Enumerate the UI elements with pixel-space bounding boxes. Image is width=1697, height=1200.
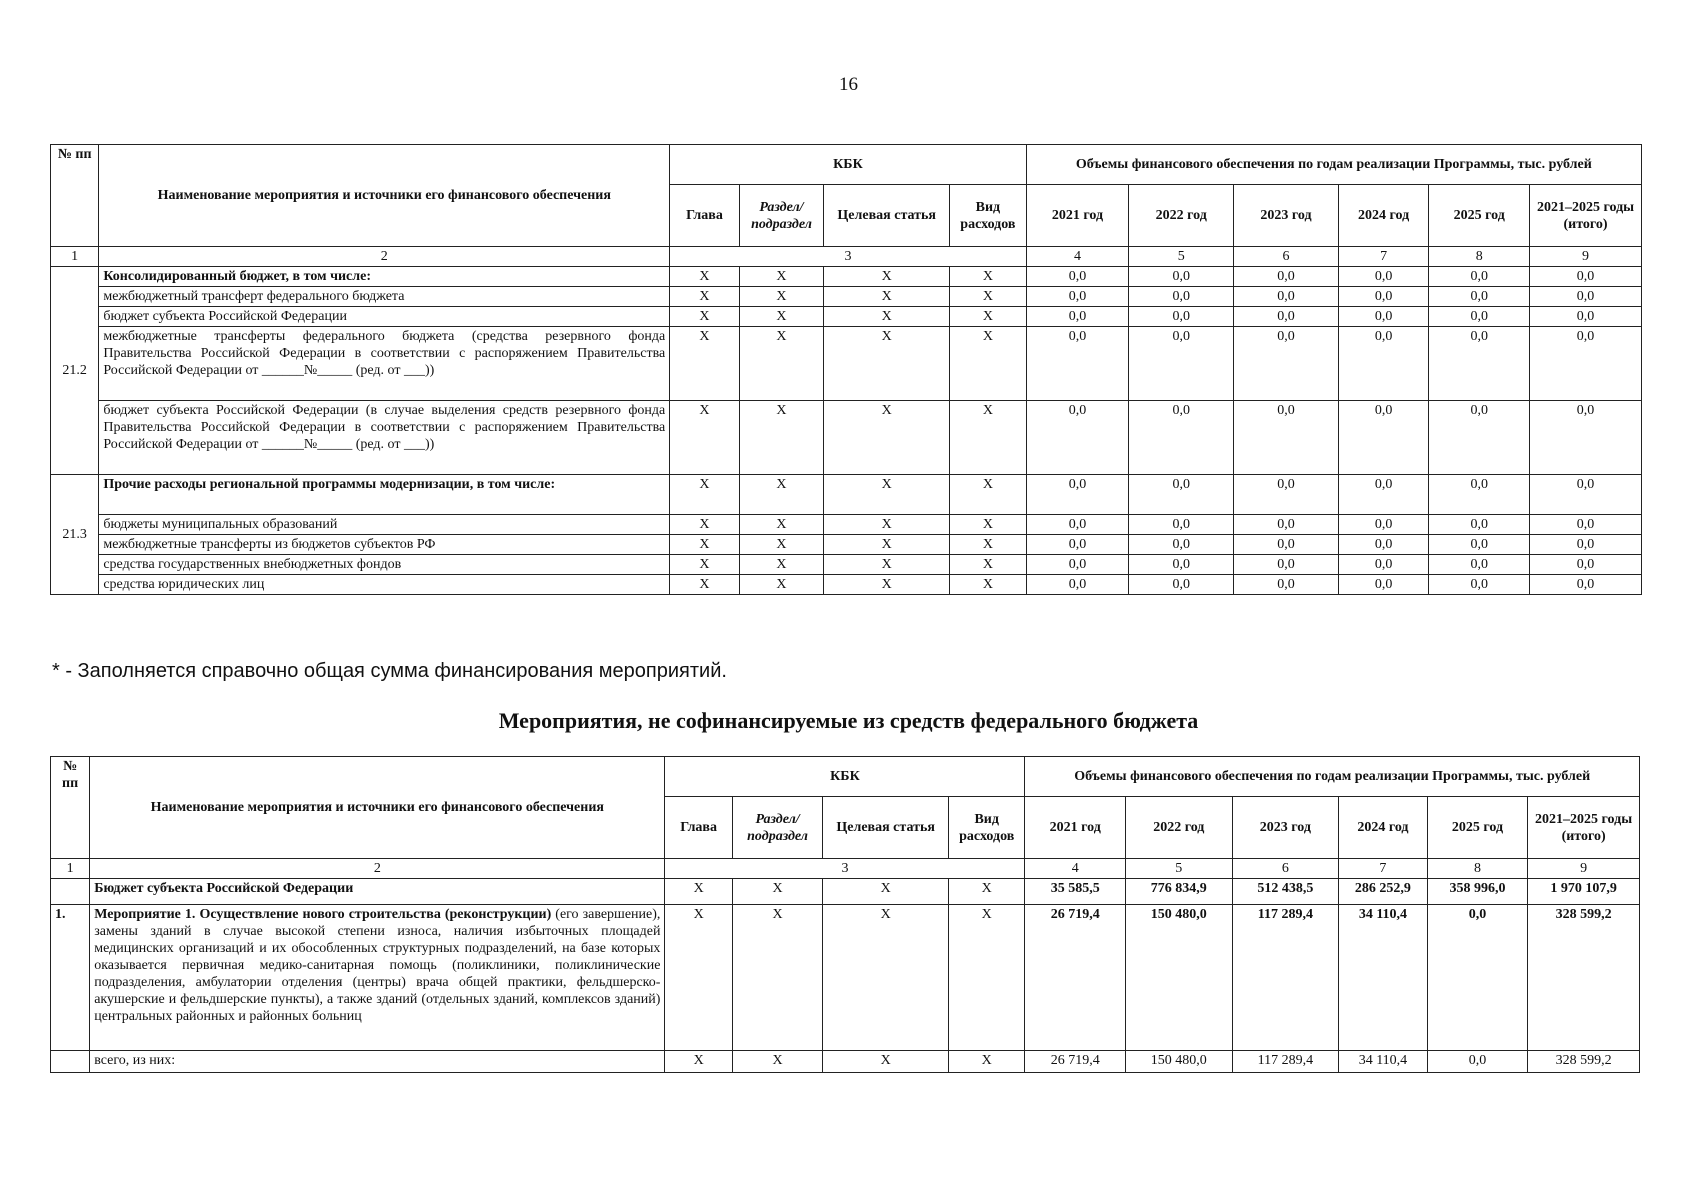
- header-vid: Вид расходов: [949, 797, 1025, 859]
- row-name: межбюджетные трансферты из бюджетов субъектов РФ: [99, 535, 670, 555]
- value-cell: 512 438,5: [1232, 879, 1339, 905]
- kbk-cell: X: [824, 475, 950, 515]
- kbk-cell: X: [824, 515, 950, 535]
- value-cell: 0,0: [1427, 905, 1528, 1051]
- value-cell: 0,0: [1234, 327, 1339, 401]
- kbk-cell: X: [949, 879, 1025, 905]
- kbk-cell: X: [824, 401, 950, 475]
- kbk-cell: X: [824, 307, 950, 327]
- kbk-cell: X: [739, 475, 824, 515]
- value-cell: 0,0: [1338, 535, 1429, 555]
- col-number: 5: [1126, 859, 1233, 879]
- value-cell: 0,0: [1026, 575, 1129, 595]
- kbk-cell: X: [823, 1051, 949, 1073]
- row-name: бюджет субъекта Российской Федерации: [99, 307, 670, 327]
- kbk-cell: X: [670, 515, 739, 535]
- kbk-cell: X: [739, 401, 824, 475]
- kbk-cell: X: [739, 327, 824, 401]
- value-cell: 0,0: [1429, 307, 1530, 327]
- value-cell: 26 719,4: [1025, 905, 1126, 1051]
- row-name: [90, 905, 665, 1051]
- kbk-cell: X: [823, 879, 949, 905]
- table-row: [51, 555, 1642, 575]
- kbk-cell: X: [824, 267, 950, 287]
- header-kbk: КБК: [670, 145, 1026, 185]
- value-cell: 0,0: [1129, 401, 1234, 475]
- kbk-cell: X: [950, 267, 1027, 287]
- value-cell: 26 719,4: [1025, 1051, 1126, 1073]
- kbk-cell: X: [950, 555, 1027, 575]
- value-cell: 0,0: [1026, 307, 1129, 327]
- table-row: [51, 307, 1642, 327]
- value-cell: 0,0: [1129, 327, 1234, 401]
- col-number: 7: [1338, 247, 1429, 267]
- col-number: 9: [1528, 859, 1640, 879]
- row-name: Прочие расходы региональной программы модернизации, в том числе:: [99, 475, 670, 515]
- table-row: [51, 515, 1642, 535]
- header-year: 2021 год: [1026, 185, 1129, 247]
- value-cell: 0,0: [1338, 287, 1429, 307]
- row-name-bold: Мероприятие 1. Осуществление нового строительства (реконструкции): [94, 907, 552, 922]
- value-cell: 0,0: [1026, 327, 1129, 401]
- header-year: 2024 год: [1339, 797, 1427, 859]
- table-row: [51, 575, 1642, 595]
- header-col-name: Наименование мероприятия и источники его финансового обеспечения: [90, 757, 665, 859]
- col-number: 6: [1232, 859, 1339, 879]
- row-name: средства государственных внебюджетных фондов: [99, 555, 670, 575]
- value-cell: 0,0: [1234, 307, 1339, 327]
- col-number: 9: [1530, 247, 1642, 267]
- value-cell: 0,0: [1234, 267, 1339, 287]
- kbk-cell: X: [950, 327, 1027, 401]
- col-number: 7: [1339, 859, 1427, 879]
- value-cell: 34 110,4: [1339, 1051, 1427, 1073]
- value-cell: 0,0: [1429, 475, 1530, 515]
- header-volumes: Объемы финансового обеспечения по годам реализации Программы, тыс. рублей: [1025, 757, 1640, 797]
- col-number: 2: [99, 247, 670, 267]
- kbk-cell: X: [670, 307, 739, 327]
- kbk-cell: X: [665, 1051, 732, 1073]
- value-cell: 0,0: [1338, 475, 1429, 515]
- row-name-rest: (его завершение), замены зданий в случае высокой степени износа, наличия избыточных площадей медицинских организаций и их обособленных структурных подразделений, на базе которых оказывается первичная медико-санитарная помощь (поликлиники, поликлинические подразделения, амбулатории отделения (центры) врача общей практики, фельдшерско-акушерские и фельдшерские пункты), а также зданий (отдельных зданий, комплексов зданий) центральных районных и районных больниц: [94, 907, 661, 1024]
- value-cell: 0,0: [1234, 535, 1339, 555]
- header-razdel: Раздел/ подраздел: [739, 185, 824, 247]
- value-cell: 0,0: [1338, 515, 1429, 535]
- value-cell: 0,0: [1338, 555, 1429, 575]
- kbk-cell: X: [670, 401, 739, 475]
- kbk-cell: X: [670, 287, 739, 307]
- value-cell: 0,0: [1129, 515, 1234, 535]
- kbk-cell: X: [665, 905, 732, 1051]
- header-year: 2021 год: [1025, 797, 1126, 859]
- header-razdel: Раздел/ подраздел: [732, 797, 823, 859]
- kbk-cell: X: [665, 879, 732, 905]
- value-cell: 0,0: [1530, 267, 1642, 287]
- value-cell: 0,0: [1129, 307, 1234, 327]
- table-row: [51, 401, 1642, 475]
- kbk-cell: X: [739, 515, 824, 535]
- kbk-cell: X: [739, 267, 824, 287]
- page-number: 16: [839, 74, 858, 95]
- value-cell: 0,0: [1338, 267, 1429, 287]
- row-name: межбюджетные трансферты федерального бюджета (средства резервного фонда Правительства Российской Федерации в соответствии с распоряжением Правительства Российской Федерации от ______№_____ (ред. от ___)): [99, 327, 670, 401]
- value-cell: 776 834,9: [1126, 879, 1233, 905]
- value-cell: 0,0: [1026, 475, 1129, 515]
- row-name-bold: Бюджет субъекта Российской Федерации: [94, 881, 354, 896]
- kbk-cell: X: [824, 555, 950, 575]
- kbk-cell: X: [950, 401, 1027, 475]
- funding-table-1: [50, 144, 1642, 595]
- table-row: [51, 879, 1640, 905]
- row-name: [90, 1051, 665, 1073]
- value-cell: 0,0: [1026, 287, 1129, 307]
- value-cell: 0,0: [1234, 555, 1339, 575]
- row-name-rest: всего, из них:: [94, 1053, 176, 1068]
- value-cell: 0,0: [1530, 515, 1642, 535]
- col-number: 8: [1427, 859, 1528, 879]
- value-cell: 150 480,0: [1126, 1051, 1233, 1073]
- value-cell: 150 480,0: [1126, 905, 1233, 1051]
- col-number: 4: [1026, 247, 1129, 267]
- header-col-no: № пп: [51, 145, 99, 247]
- kbk-cell: X: [670, 327, 739, 401]
- kbk-cell: X: [739, 307, 824, 327]
- kbk-cell: X: [949, 1051, 1025, 1073]
- kbk-cell: X: [670, 575, 739, 595]
- col-number: 4: [1025, 859, 1126, 879]
- value-cell: 0,0: [1429, 287, 1530, 307]
- kbk-cell: X: [950, 287, 1027, 307]
- value-cell: 358 996,0: [1427, 879, 1528, 905]
- row-number: [51, 1051, 90, 1073]
- section-title: Мероприятия, не софинансируемые из средств федерального бюджета: [498, 708, 1199, 733]
- value-cell: 0,0: [1429, 401, 1530, 475]
- value-cell: 0,0: [1026, 555, 1129, 575]
- header-celevaya: Целевая статья: [824, 185, 950, 247]
- table-row: [51, 1051, 1640, 1073]
- footnote: * - Заполняется справочно общая сумма финансирования мероприятий.: [52, 660, 727, 682]
- header-year: 2024 год: [1338, 185, 1429, 247]
- col-number: 1: [51, 247, 99, 267]
- header-celevaya: Целевая статья: [823, 797, 949, 859]
- kbk-cell: X: [949, 905, 1025, 1051]
- kbk-cell: X: [670, 535, 739, 555]
- value-cell: 0,0: [1129, 535, 1234, 555]
- row-name: бюджет субъекта Российской Федерации (в случае выделения средств резервного фонда Правительства Российской Федерации в соответствии с распоряжением Правительства Российской Федерации от ______№_____ (ред. от ___)): [99, 401, 670, 475]
- value-cell: 117 289,4: [1232, 905, 1339, 1051]
- value-cell: 0,0: [1338, 327, 1429, 401]
- value-cell: 0,0: [1026, 267, 1129, 287]
- kbk-cell: X: [950, 307, 1027, 327]
- value-cell: 0,0: [1129, 575, 1234, 595]
- value-cell: 0,0: [1129, 475, 1234, 515]
- kbk-cell: X: [823, 905, 949, 1051]
- table-row: [51, 475, 1642, 515]
- row-number: 21.2: [51, 267, 99, 475]
- value-cell: 0,0: [1338, 401, 1429, 475]
- value-cell: 0,0: [1429, 327, 1530, 401]
- kbk-cell: X: [732, 879, 823, 905]
- kbk-cell: X: [824, 327, 950, 401]
- value-cell: 0,0: [1338, 307, 1429, 327]
- value-cell: 34 110,4: [1339, 905, 1427, 1051]
- table-row: [51, 535, 1642, 555]
- col-number: 8: [1429, 247, 1530, 267]
- value-cell: 328 599,2: [1528, 1051, 1640, 1073]
- value-cell: 0,0: [1234, 475, 1339, 515]
- value-cell: 286 252,9: [1339, 879, 1427, 905]
- value-cell: 0,0: [1129, 555, 1234, 575]
- row-name: Консолидированный бюджет, в том числе:: [99, 267, 670, 287]
- value-cell: 0,0: [1129, 267, 1234, 287]
- kbk-cell: X: [950, 515, 1027, 535]
- header-kbk: КБК: [665, 757, 1025, 797]
- header-year: 2025 год: [1427, 797, 1528, 859]
- col-number: 6: [1234, 247, 1339, 267]
- header-col-name: Наименование мероприятия и источники его финансового обеспечения: [99, 145, 670, 247]
- kbk-cell: X: [824, 575, 950, 595]
- kbk-cell: X: [950, 475, 1027, 515]
- kbk-cell: X: [670, 267, 739, 287]
- header-year: 2021–2025 годы (итого): [1528, 797, 1640, 859]
- kbk-cell: X: [950, 535, 1027, 555]
- value-cell: 0,0: [1530, 327, 1642, 401]
- row-name: бюджеты муниципальных образований: [99, 515, 670, 535]
- header-year: 2023 год: [1234, 185, 1339, 247]
- value-cell: 0,0: [1530, 575, 1642, 595]
- value-cell: 1 970 107,9: [1528, 879, 1640, 905]
- value-cell: 0,0: [1530, 287, 1642, 307]
- col-number: 5: [1129, 247, 1234, 267]
- header-year: 2022 год: [1129, 185, 1234, 247]
- value-cell: 0,0: [1234, 401, 1339, 475]
- value-cell: 0,0: [1338, 575, 1429, 595]
- kbk-cell: X: [950, 575, 1027, 595]
- table-row: [51, 905, 1640, 1051]
- value-cell: 0,0: [1429, 267, 1530, 287]
- header-glava: Глава: [665, 797, 732, 859]
- value-cell: 0,0: [1429, 515, 1530, 535]
- value-cell: 0,0: [1427, 1051, 1528, 1073]
- value-cell: 0,0: [1530, 535, 1642, 555]
- value-cell: 0,0: [1026, 515, 1129, 535]
- value-cell: 0,0: [1234, 515, 1339, 535]
- header-year: 2022 год: [1126, 797, 1233, 859]
- col-number: 3: [670, 247, 1026, 267]
- value-cell: 117 289,4: [1232, 1051, 1339, 1073]
- col-number: 2: [90, 859, 665, 879]
- row-number: 1.: [51, 905, 90, 1051]
- value-cell: 0,0: [1530, 401, 1642, 475]
- table-row: [51, 287, 1642, 307]
- value-cell: 35 585,5: [1025, 879, 1126, 905]
- kbk-cell: X: [824, 535, 950, 555]
- value-cell: 0,0: [1234, 575, 1339, 595]
- row-name: межбюджетный трансферт федерального бюджета: [99, 287, 670, 307]
- row-number: [51, 879, 90, 905]
- kbk-cell: X: [739, 535, 824, 555]
- header-glava: Глава: [670, 185, 739, 247]
- value-cell: 0,0: [1530, 555, 1642, 575]
- value-cell: 0,0: [1429, 555, 1530, 575]
- row-number: 21.3: [51, 475, 99, 595]
- value-cell: 0,0: [1530, 475, 1642, 515]
- kbk-cell: X: [670, 555, 739, 575]
- kbk-cell: X: [739, 287, 824, 307]
- kbk-cell: X: [739, 575, 824, 595]
- col-number: 3: [665, 859, 1025, 879]
- value-cell: 0,0: [1429, 575, 1530, 595]
- kbk-cell: X: [670, 475, 739, 515]
- value-cell: 0,0: [1530, 307, 1642, 327]
- funding-table-2: [50, 756, 1640, 1073]
- header-col-no: № пп: [51, 757, 90, 859]
- value-cell: 0,0: [1026, 401, 1129, 475]
- col-number: 1: [51, 859, 90, 879]
- header-year: 2023 год: [1232, 797, 1339, 859]
- value-cell: 0,0: [1234, 287, 1339, 307]
- value-cell: 0,0: [1026, 535, 1129, 555]
- kbk-cell: X: [732, 905, 823, 1051]
- table-row: [51, 267, 1642, 287]
- value-cell: 328 599,2: [1528, 905, 1640, 1051]
- header-vid: Вид расходов: [950, 185, 1027, 247]
- header-year: 2025 год: [1429, 185, 1530, 247]
- row-name: [90, 879, 665, 905]
- value-cell: 0,0: [1129, 287, 1234, 307]
- kbk-cell: X: [824, 287, 950, 307]
- value-cell: 0,0: [1429, 535, 1530, 555]
- row-name: средства юридических лиц: [99, 575, 670, 595]
- kbk-cell: X: [732, 1051, 823, 1073]
- table-row: [51, 327, 1642, 401]
- table2-body: [51, 879, 1640, 1073]
- header-year: 2021–2025 годы (итого): [1530, 185, 1642, 247]
- table1-body: [51, 267, 1642, 595]
- header-volumes: Объемы финансового обеспечения по годам реализации Программы, тыс. рублей: [1026, 145, 1641, 185]
- kbk-cell: X: [739, 555, 824, 575]
